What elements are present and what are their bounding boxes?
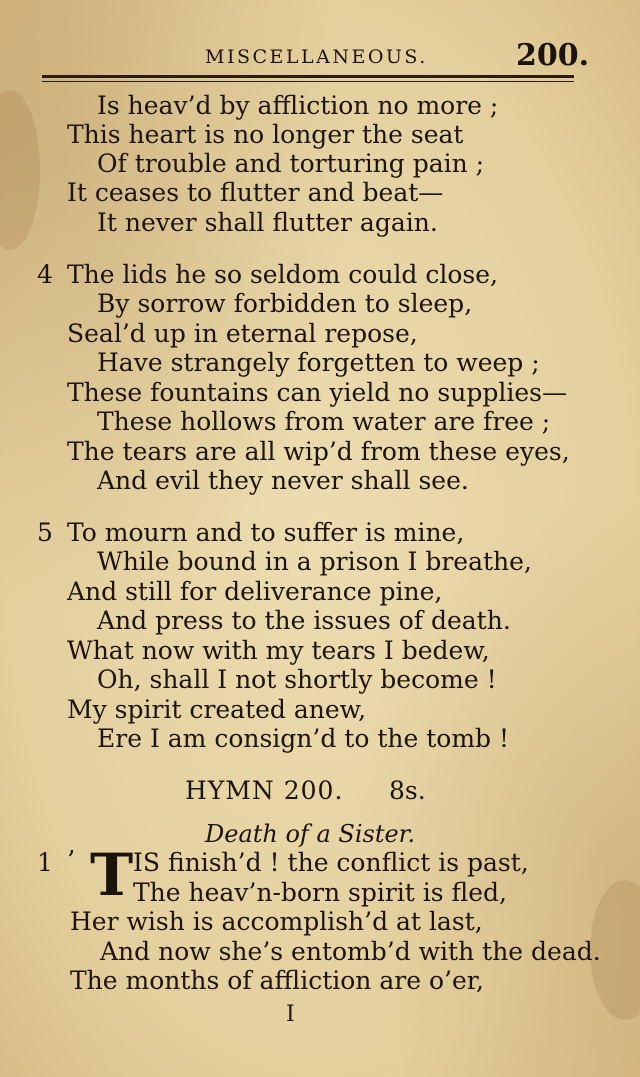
verse-line: By sorrow forbidden to sleep, xyxy=(97,289,473,318)
verse-line: Ere I am consign’d to the tomb ! xyxy=(97,724,510,753)
verse-line: Is heav’d by affliction no more ; xyxy=(97,91,499,120)
verse-line: And now she’s entomb’d with the dead. xyxy=(100,937,601,966)
header-rule-thin xyxy=(42,81,574,82)
verse-line: The heav’n-born spirit is fled, xyxy=(133,878,507,907)
verse-line: Have strangely forgetten to weep ; xyxy=(97,348,540,377)
verse-line: And evil they never shall see. xyxy=(97,466,469,495)
verse-line: The months of affliction are o’er, xyxy=(70,966,484,995)
verse-line: The tears are all wip’d from these eyes, xyxy=(67,437,570,466)
verse-line: While bound in a prison I breathe, xyxy=(97,547,532,576)
verse-line: This heart is no longer the seat xyxy=(67,120,464,149)
running-head: MISCELLANEOUS. xyxy=(205,46,428,68)
stanza-number: 4 xyxy=(37,260,53,289)
verse-line: It ceases to flutter and beat— xyxy=(67,178,444,207)
hymn-title: HYMN 200. xyxy=(185,776,344,805)
drop-cap: T xyxy=(90,841,134,909)
verse-line: Her wish is accomplish’d at last, xyxy=(70,907,483,936)
page-number: 200. xyxy=(516,38,590,73)
verse-line: It never shall flutter again. xyxy=(97,208,438,237)
header-rule xyxy=(42,75,574,78)
age-stain xyxy=(0,90,40,250)
hymn-subtitle: Death of a Sister. xyxy=(205,820,416,848)
verse-line: To mourn and to suffer is mine, xyxy=(67,518,465,547)
verse-line: The lids he so seldom could close, xyxy=(67,260,499,289)
verse-line: And still for deliverance pine, xyxy=(67,577,443,606)
verse-line: What now with my tears I bedew, xyxy=(67,636,490,665)
verse-line: And press to the issues of death. xyxy=(97,606,511,635)
verse-line: Oh, shall I not shortly become ! xyxy=(97,665,497,694)
verse-line: Of trouble and torturing pain ; xyxy=(97,149,485,178)
verse-line: Seal’d up in eternal repose, xyxy=(67,319,418,348)
signature-mark: I xyxy=(286,1002,295,1027)
stanza-number: 5 xyxy=(37,518,53,547)
verse-line: These hollows from water are free ; xyxy=(97,407,551,436)
verse-line: My spirit created anew, xyxy=(67,695,367,724)
stanza-number: 1 xyxy=(37,848,53,877)
apostrophe: ’ xyxy=(67,846,76,876)
verse-line: IS finish’d ! the conflict is past, xyxy=(133,848,529,877)
hymn-meter: 8s. xyxy=(389,776,426,805)
verse-line: These fountains can yield no supplies— xyxy=(67,378,567,407)
